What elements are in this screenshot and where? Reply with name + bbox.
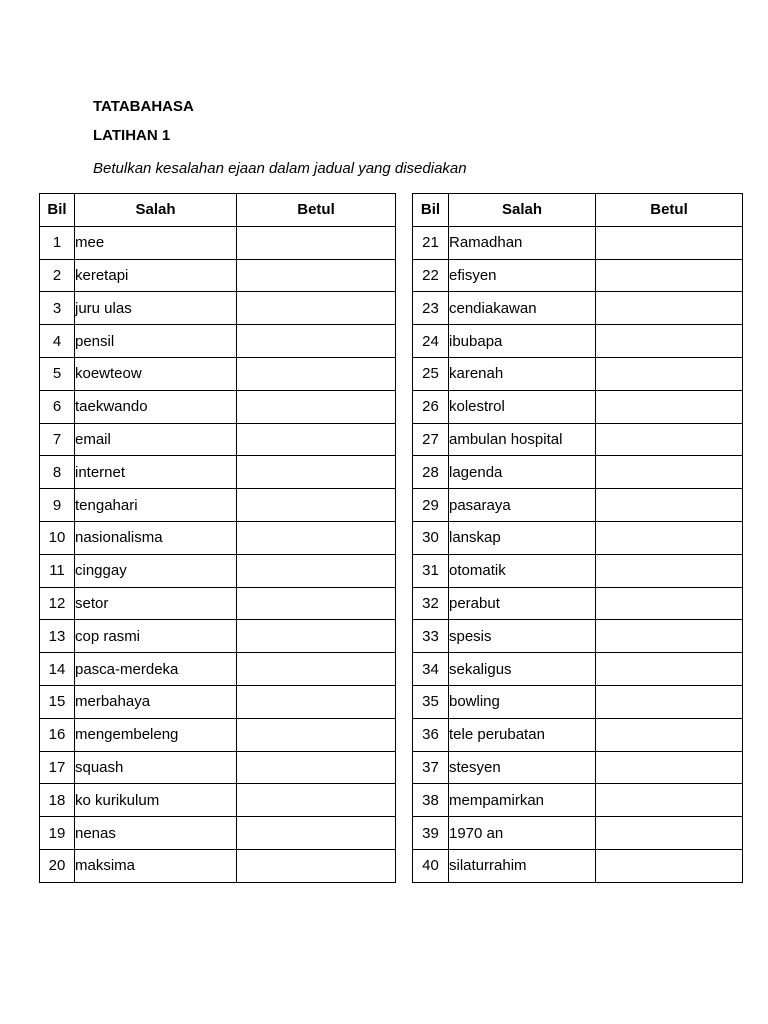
table-row: [413, 423, 743, 456]
row-number: 8: [40, 456, 75, 489]
incorrect-word: tele perubatan: [449, 718, 596, 751]
table-header-row: [40, 194, 396, 227]
incorrect-word: internet: [75, 456, 237, 489]
table-row: [40, 784, 396, 817]
incorrect-word: ambulan hospital: [449, 423, 596, 456]
page-title: TATABAHASA: [93, 98, 194, 115]
correct-answer-cell[interactable]: [596, 849, 743, 882]
row-number: 37: [413, 751, 449, 784]
incorrect-word: stesyen: [449, 751, 596, 784]
row-number: 13: [40, 620, 75, 653]
correct-answer-cell[interactable]: [596, 259, 743, 292]
correct-answer-cell[interactable]: [596, 554, 743, 587]
correct-answer-cell[interactable]: [237, 817, 396, 850]
table-row: [40, 259, 396, 292]
incorrect-word: karenah: [449, 357, 596, 390]
correct-answer-cell[interactable]: [596, 784, 743, 817]
incorrect-word: mempamirkan: [449, 784, 596, 817]
row-number: 34: [413, 653, 449, 686]
row-number: 18: [40, 784, 75, 817]
incorrect-word: kolestrol: [449, 390, 596, 423]
correct-answer-cell[interactable]: [596, 226, 743, 259]
spelling-table-right: [412, 193, 743, 883]
correct-answer-cell[interactable]: [237, 390, 396, 423]
incorrect-word: pasaraya: [449, 489, 596, 522]
table-row: [413, 325, 743, 358]
table-row: [413, 489, 743, 522]
correct-answer-cell[interactable]: [596, 390, 743, 423]
row-number: 7: [40, 423, 75, 456]
incorrect-word: bowling: [449, 685, 596, 718]
incorrect-word: cinggay: [75, 554, 237, 587]
row-number: 27: [413, 423, 449, 456]
correct-answer-cell[interactable]: [237, 521, 396, 554]
row-number: 36: [413, 718, 449, 751]
incorrect-word: nenas: [75, 817, 237, 850]
incorrect-word: lagenda: [449, 456, 596, 489]
correct-answer-cell[interactable]: [237, 718, 396, 751]
table-row: [413, 685, 743, 718]
row-number: 24: [413, 325, 449, 358]
table-row: [413, 718, 743, 751]
table-row: [413, 554, 743, 587]
incorrect-word: setor: [75, 587, 237, 620]
instruction-text: Betulkan kesalahan ejaan dalam jadual yang disediakan: [93, 160, 467, 177]
column-header-salah: Salah: [75, 194, 237, 227]
row-number: 38: [413, 784, 449, 817]
row-number: 11: [40, 554, 75, 587]
table-row: [413, 456, 743, 489]
table-row: [413, 620, 743, 653]
table-row: [413, 751, 743, 784]
table-row: [40, 226, 396, 259]
row-number: 26: [413, 390, 449, 423]
correct-answer-cell[interactable]: [237, 423, 396, 456]
correct-answer-cell[interactable]: [237, 259, 396, 292]
correct-answer-cell[interactable]: [237, 849, 396, 882]
correct-answer-cell[interactable]: [596, 423, 743, 456]
row-number: 35: [413, 685, 449, 718]
correct-answer-cell[interactable]: [596, 456, 743, 489]
table-row: [413, 653, 743, 686]
incorrect-word: koewteow: [75, 357, 237, 390]
table-row: [40, 587, 396, 620]
row-number: 4: [40, 325, 75, 358]
correct-answer-cell[interactable]: [237, 653, 396, 686]
incorrect-word: taekwando: [75, 390, 237, 423]
correct-answer-cell[interactable]: [237, 685, 396, 718]
row-number: 32: [413, 587, 449, 620]
table-row: [40, 653, 396, 686]
incorrect-word: sekaligus: [449, 653, 596, 686]
table-row: [40, 817, 396, 850]
row-number: 33: [413, 620, 449, 653]
incorrect-word: pensil: [75, 325, 237, 358]
correct-answer-cell[interactable]: [596, 685, 743, 718]
correct-answer-cell[interactable]: [596, 718, 743, 751]
row-number: 17: [40, 751, 75, 784]
table-row: [40, 554, 396, 587]
table-row: [40, 685, 396, 718]
correct-answer-cell[interactable]: [596, 521, 743, 554]
correct-answer-cell[interactable]: [237, 620, 396, 653]
row-number: 5: [40, 357, 75, 390]
incorrect-word: maksima: [75, 849, 237, 882]
incorrect-word: Ramadhan: [449, 226, 596, 259]
row-number: 16: [40, 718, 75, 751]
incorrect-word: mee: [75, 226, 237, 259]
table-row: [40, 325, 396, 358]
row-number: 15: [40, 685, 75, 718]
column-header-betul: Betul: [237, 194, 396, 227]
incorrect-word: spesis: [449, 620, 596, 653]
table-row: [40, 292, 396, 325]
table-row: [40, 620, 396, 653]
correct-answer-cell[interactable]: [237, 226, 396, 259]
correct-answer-cell[interactable]: [596, 751, 743, 784]
row-number: 29: [413, 489, 449, 522]
incorrect-word: 1970 an: [449, 817, 596, 850]
incorrect-word: mengembeleng: [75, 718, 237, 751]
table-row: [40, 390, 396, 423]
incorrect-word: lanskap: [449, 521, 596, 554]
incorrect-word: squash: [75, 751, 237, 784]
row-number: 9: [40, 489, 75, 522]
correct-answer-cell[interactable]: [237, 554, 396, 587]
correct-answer-cell[interactable]: [237, 587, 396, 620]
table-row: [40, 489, 396, 522]
incorrect-word: nasionalisma: [75, 521, 237, 554]
row-number: 1: [40, 226, 75, 259]
exercise-title: LATIHAN 1: [93, 127, 171, 144]
row-number: 22: [413, 259, 449, 292]
row-number: 12: [40, 587, 75, 620]
correct-answer-cell[interactable]: [596, 325, 743, 358]
incorrect-word: keretapi: [75, 259, 237, 292]
incorrect-word: efisyen: [449, 259, 596, 292]
table-row: [413, 226, 743, 259]
correct-answer-cell[interactable]: [596, 817, 743, 850]
table-row: [413, 817, 743, 850]
table-row: [413, 390, 743, 423]
incorrect-word: perabut: [449, 587, 596, 620]
row-number: 23: [413, 292, 449, 325]
row-number: 31: [413, 554, 449, 587]
table-row: [40, 751, 396, 784]
incorrect-word: pasca-merdeka: [75, 653, 237, 686]
table-row: [413, 587, 743, 620]
incorrect-word: juru ulas: [75, 292, 237, 325]
correct-answer-cell[interactable]: [596, 587, 743, 620]
table-row: [413, 784, 743, 817]
table-row: [413, 357, 743, 390]
incorrect-word: ibubapa: [449, 325, 596, 358]
correct-answer-cell[interactable]: [596, 653, 743, 686]
table-header-row: [413, 194, 743, 227]
correct-answer-cell[interactable]: [596, 292, 743, 325]
row-number: 19: [40, 817, 75, 850]
table-row: [413, 849, 743, 882]
row-number: 2: [40, 259, 75, 292]
table-row: [40, 456, 396, 489]
table-row: [40, 718, 396, 751]
correct-answer-cell[interactable]: [237, 784, 396, 817]
correct-answer-cell[interactable]: [237, 292, 396, 325]
correct-answer-cell[interactable]: [237, 489, 396, 522]
row-number: 28: [413, 456, 449, 489]
incorrect-word: merbahaya: [75, 685, 237, 718]
table-row: [40, 357, 396, 390]
table-row: [413, 259, 743, 292]
incorrect-word: cop rasmi: [75, 620, 237, 653]
correct-answer-cell[interactable]: [596, 489, 743, 522]
column-header-bil: Bil: [40, 194, 75, 227]
row-number: 21: [413, 226, 449, 259]
table-row: [413, 292, 743, 325]
correct-answer-cell[interactable]: [596, 620, 743, 653]
table-row: [40, 423, 396, 456]
incorrect-word: email: [75, 423, 237, 456]
correct-answer-cell[interactable]: [237, 456, 396, 489]
table-row: [40, 521, 396, 554]
table-row: [40, 849, 396, 882]
column-header-bil: Bil: [413, 194, 449, 227]
correct-answer-cell[interactable]: [596, 357, 743, 390]
row-number: 6: [40, 390, 75, 423]
incorrect-word: ko kurikulum: [75, 784, 237, 817]
correct-answer-cell[interactable]: [237, 357, 396, 390]
row-number: 25: [413, 357, 449, 390]
incorrect-word: silaturrahim: [449, 849, 596, 882]
incorrect-word: cendiakawan: [449, 292, 596, 325]
row-number: 40: [413, 849, 449, 882]
correct-answer-cell[interactable]: [237, 325, 396, 358]
table-row: [413, 521, 743, 554]
row-number: 3: [40, 292, 75, 325]
incorrect-word: tengahari: [75, 489, 237, 522]
row-number: 20: [40, 849, 75, 882]
row-number: 14: [40, 653, 75, 686]
row-number: 39: [413, 817, 449, 850]
row-number: 10: [40, 521, 75, 554]
row-number: 30: [413, 521, 449, 554]
column-header-betul: Betul: [596, 194, 743, 227]
column-header-salah: Salah: [449, 194, 596, 227]
correct-answer-cell[interactable]: [237, 751, 396, 784]
spelling-table-left: [39, 193, 396, 883]
incorrect-word: otomatik: [449, 554, 596, 587]
